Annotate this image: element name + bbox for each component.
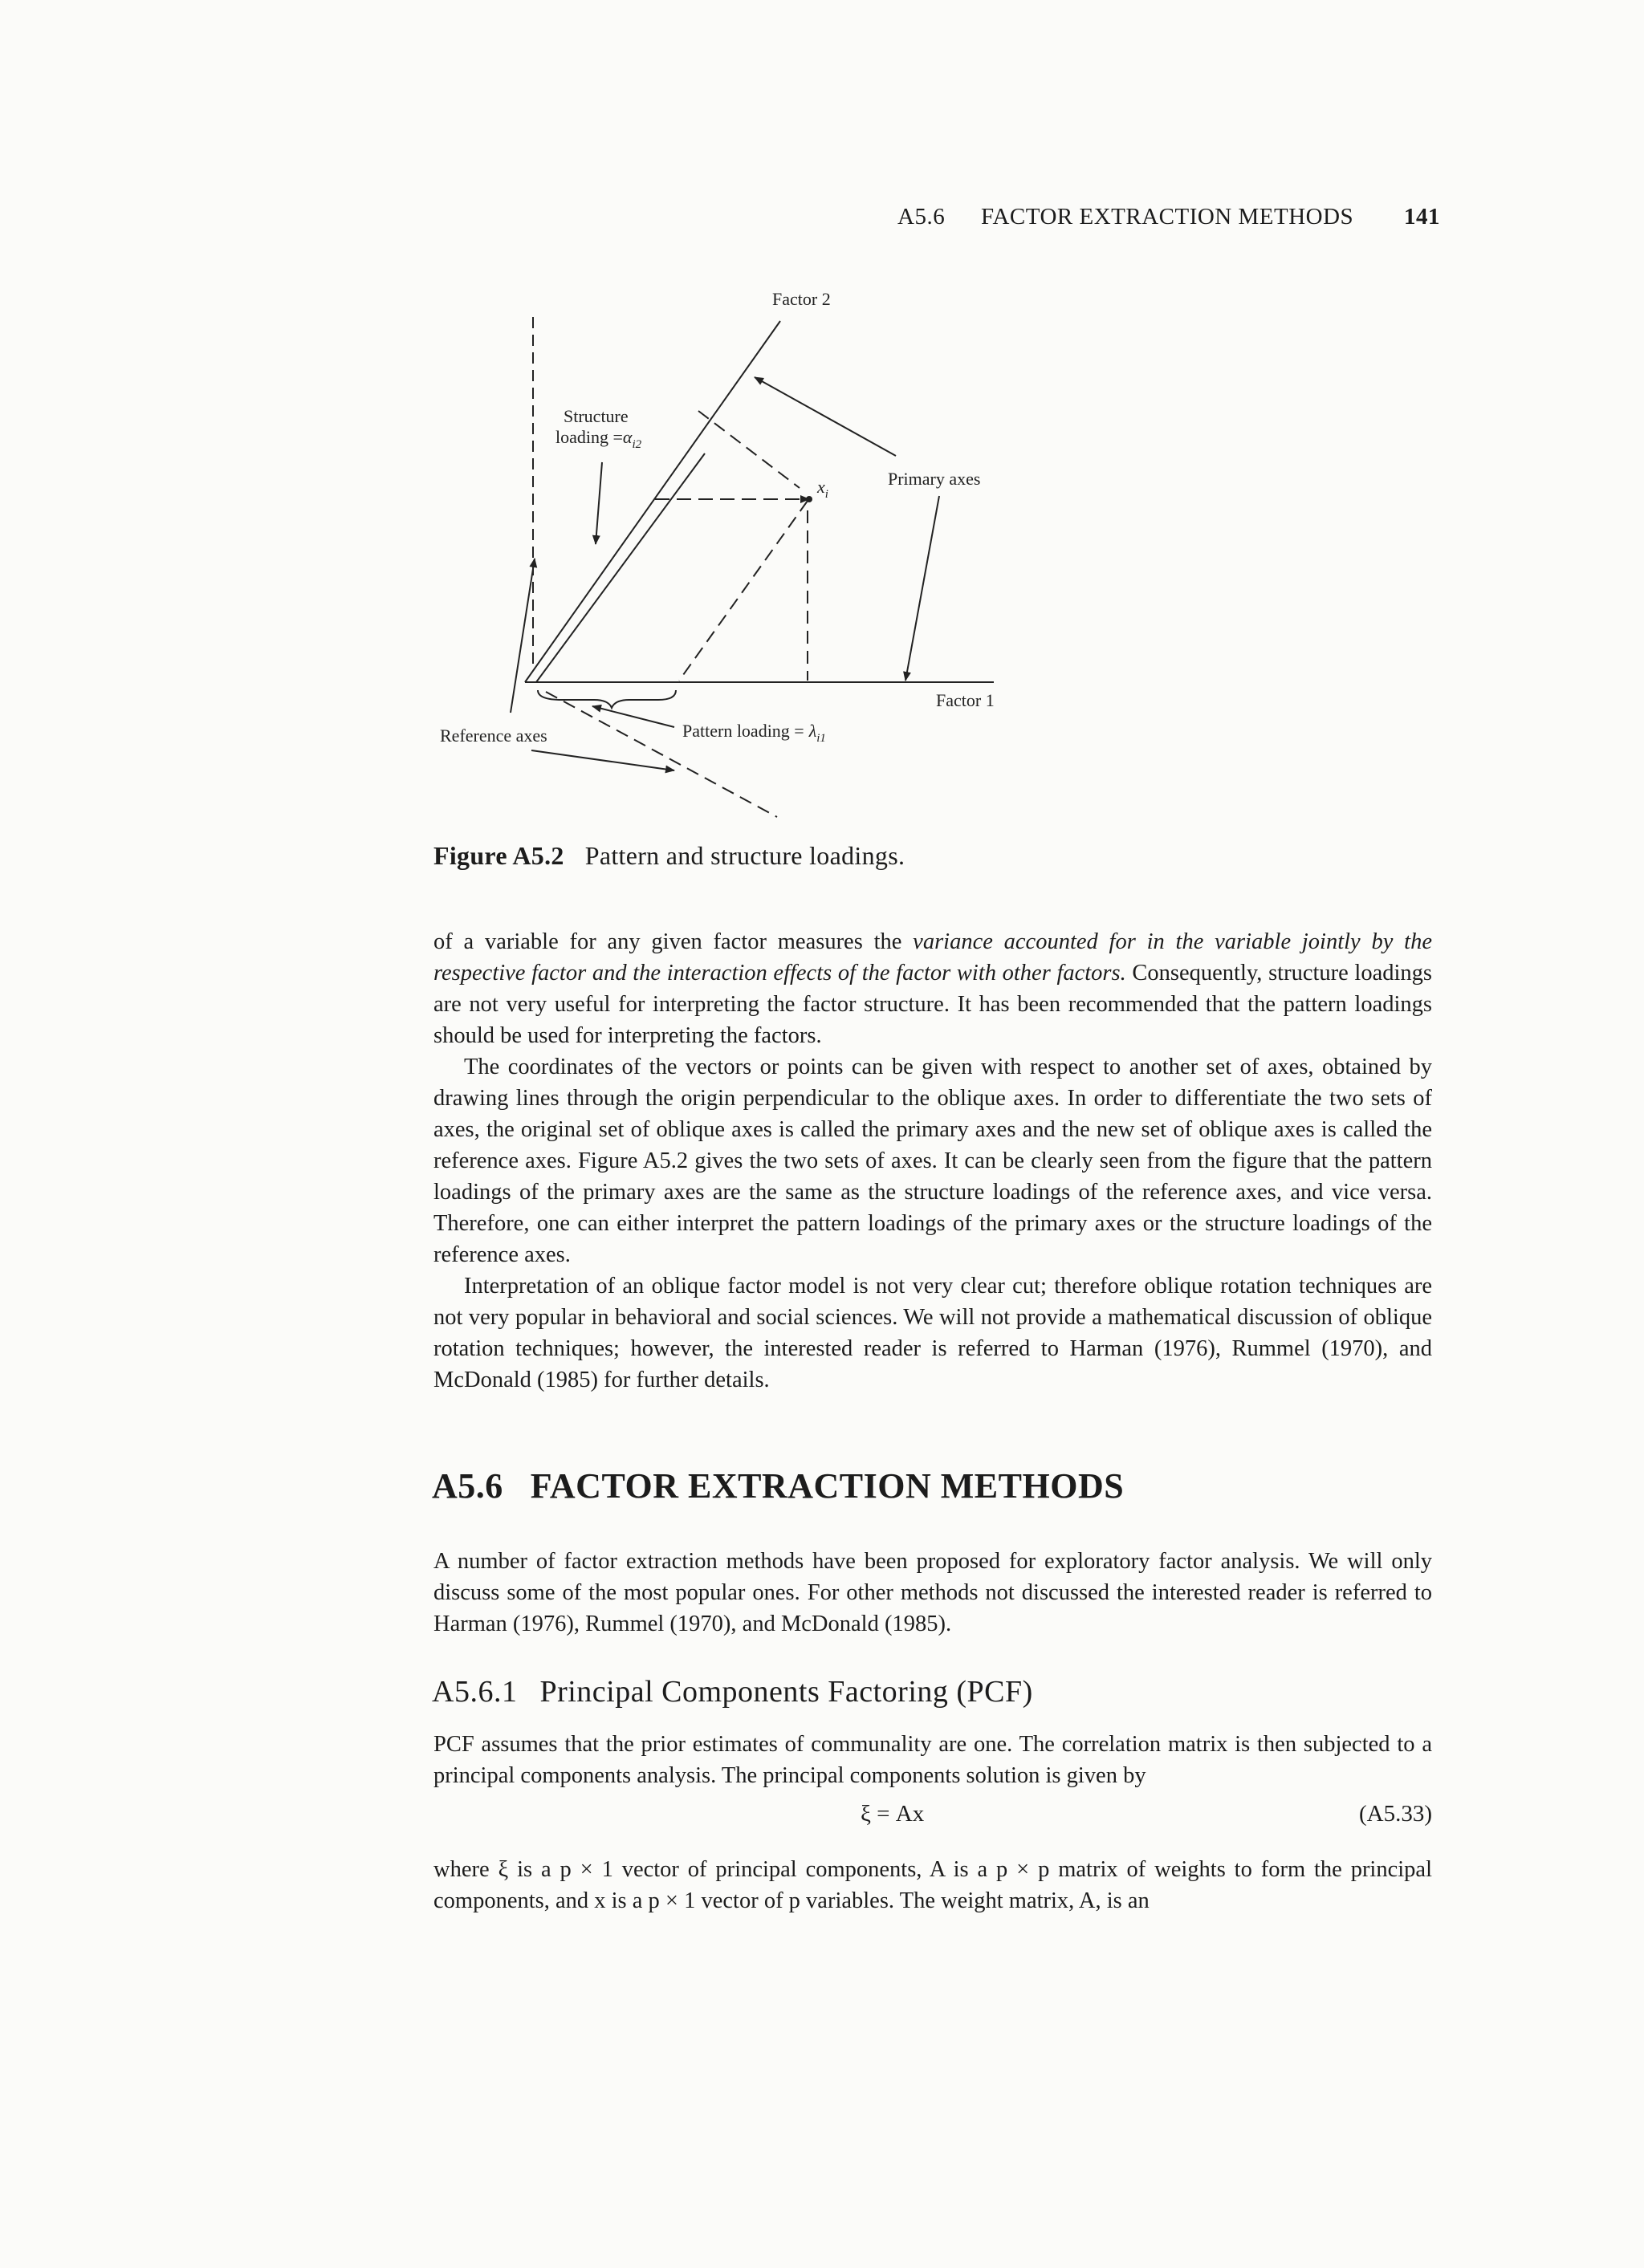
xi-perpendicular-line [698, 411, 800, 488]
structure-loading-label-line2 [555, 427, 642, 451]
xi-point [806, 496, 812, 502]
structure-loading-prefix: loading = [555, 427, 623, 447]
pattern-loading-label [682, 721, 826, 745]
paragraph-2: The coordinates of the vectors or points can be given with respect to another set of axes, obtained by drawing lines through the origin perpendicular to the oblique axes. In order to differentiate the two sets of axes, the original set of oblique axes is called the primary axes and the new set of oblique axes is called the reference axes. Figure A5.2 gives the two sets of axes. It can be clearly seen from the figure that the pattern loadings of the primary axes are the same as the structure loadings of the reference axes, and vice versa. Therefore, one can either interpret the pattern loadings of the primary axes or the structure loadings of the reference axes. [433, 1055, 1432, 1267]
primary-axes-label: Primary axes [888, 469, 981, 489]
paragraph-1 [433, 926, 1432, 1051]
structure-loading-label-line1: Structure [564, 406, 629, 426]
factor2-label: Factor 2 [772, 289, 831, 309]
body-text-section [433, 1546, 1432, 1640]
structure-loading-symbol: α [622, 427, 633, 447]
pattern-structure-figure [425, 281, 1003, 843]
subsection-heading [432, 1674, 1033, 1709]
pattern-projection-line [679, 501, 808, 681]
paragraph-3: Interpretation of an oblique factor model is not very clear cut; therefore oblique rotation techniques are not very popular in behavioral and social sciences. We will not provide a mathematical discussion of oblique rotation techniques; however, the interested reader is referred to Harman (1976), Rummel (1970), and McDonald (1985) for further details. [433, 1274, 1432, 1392]
equation-expression: ξ = Ax [861, 1801, 925, 1827]
subsection-number: A5.6.1 [432, 1675, 518, 1709]
xi-symbol: x [817, 477, 825, 497]
primary-axes-arrow-upper [755, 377, 896, 456]
section-title: FACTOR EXTRACTION METHODS [530, 1466, 1125, 1506]
pattern-loading-brace [538, 690, 676, 708]
body-text-subsection [433, 1729, 1432, 1791]
pattern-loading-prefix: Pattern loading = [682, 721, 804, 741]
body-text-upper [433, 926, 1432, 1396]
header-section-number: A5.6 [897, 204, 946, 230]
equation-number: (A5.33) [1358, 1801, 1432, 1827]
header-running-title: FACTOR EXTRACTION METHODS [981, 204, 1354, 230]
figure-caption-label: Figure A5.2 [433, 841, 564, 870]
structure-loading-subscript: i2 [632, 438, 642, 451]
pattern-loading-symbol: λ [808, 721, 817, 741]
paragraph-6: where ξ is a p × 1 vector of principal components, A is a p × p matrix of weights to form the principal components, and x is a p × 1 vector of p variables. The weight matrix, A, is an [433, 1857, 1432, 1913]
factor2-parallel-line [536, 453, 705, 682]
reference-axis-oblique [546, 692, 777, 817]
paragraph-1-emphasis: variance accounted for in the variable jointly by the respective factor and the interaction effects of the factor with other factors. [433, 929, 1432, 986]
body-text-lower [433, 1854, 1432, 1916]
reference-axes-arrow-upper [511, 559, 535, 713]
xi-label [816, 477, 828, 501]
section-number: A5.6 [432, 1466, 503, 1506]
factor1-label: Factor 1 [936, 690, 995, 710]
equation-a5-33 [433, 1801, 1432, 1833]
page-number: 141 [1404, 204, 1440, 230]
reference-axes-label: Reference axes [440, 726, 547, 746]
factor2-axis [525, 321, 780, 682]
primary-axes-arrow-lower [905, 496, 939, 681]
structure-loading-arrow [596, 462, 602, 544]
paragraph-4: A number of factor extraction methods have been proposed for exploratory factor analysis. We will only discuss some of the most popular ones. For other methods not discussed the interested reader is referred to Harman (1976), Rummel (1970), and McDonald (1985). [433, 1549, 1432, 1636]
figure-caption-text: Pattern and structure loadings. [584, 841, 905, 870]
paragraph-1-part-a: of a variable for any given factor measures the [433, 929, 914, 954]
subsection-title: Principal Components Factoring (PCF) [539, 1675, 1033, 1709]
pattern-loading-subscript: i1 [816, 732, 826, 745]
xi-subscript: i [824, 488, 828, 501]
section-heading [432, 1465, 1124, 1506]
figure-caption [433, 841, 905, 871]
running-header [897, 204, 1440, 236]
paragraph-1-part-c: Consequently, structure loadings are not very useful for interpreting the factor structure. It has been recommended that the pattern loadings should be used for interpreting the factors. [433, 961, 1433, 1048]
reference-axes-arrow-lower [531, 750, 674, 770]
paragraph-5: PCF assumes that the prior estimates of communality are one. The correlation matrix is then subjected to a principal components analysis. The principal components solution is given by [433, 1732, 1432, 1788]
